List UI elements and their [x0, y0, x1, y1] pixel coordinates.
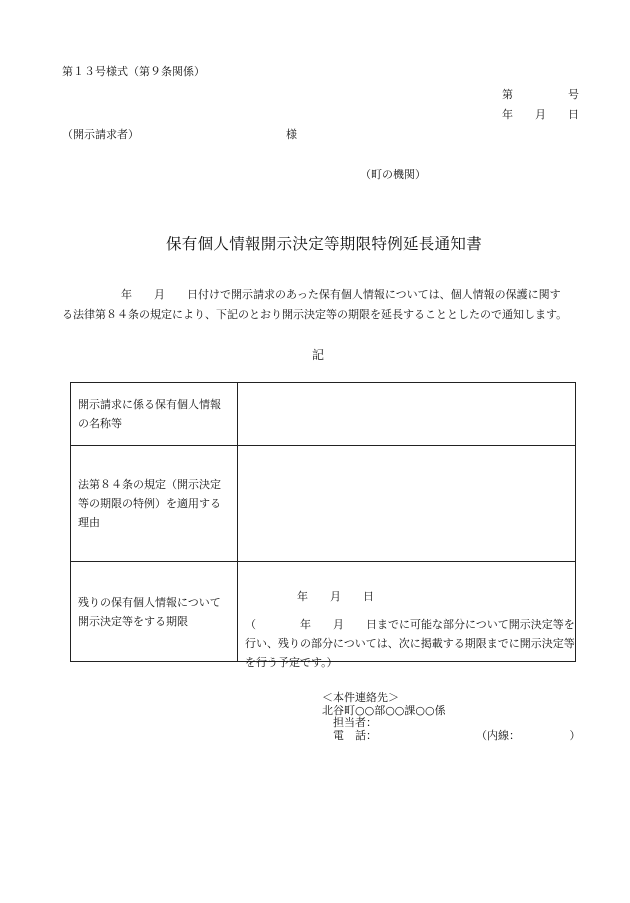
document-date: 年 月 日: [502, 108, 579, 121]
row-label-deadline: 残りの保有個人情報について開示決定等をする期限: [71, 562, 238, 662]
contact-block: [322, 692, 581, 742]
body-line-1: 年 月 日付けで開示請求のあった保有個人情報については、個人情報の保護に関す: [121, 288, 561, 301]
recipient-label: （開示請求者）: [62, 128, 139, 141]
table-row: [71, 446, 576, 562]
document-number: 第 号: [502, 88, 579, 101]
row-value-info-name: [238, 383, 576, 446]
contact-department: 北谷町○○部○○課○○係: [322, 703, 446, 717]
document-title: 保有個人情報開示決定等期限特例延長通知書: [166, 235, 483, 253]
table-row: [71, 383, 576, 446]
ki-marker: 記: [312, 348, 325, 362]
deadline-text: （ 年 月 日までに可能な部分について開示決定等を行い、残りの部分については、次に掲載する期限までに開示決定等を行う予定です。）: [245, 617, 575, 669]
table-row: [71, 562, 576, 662]
sender-label: （町の機関）: [360, 168, 426, 181]
honorific: 様: [286, 128, 297, 141]
row-label-info-name: 開示請求に係る保有個人情報の名称等: [71, 383, 238, 446]
form-number: 第１３号様式（第９条関係）: [62, 65, 205, 78]
contact-phone: 電 話： （内線： ）: [333, 728, 581, 742]
row-label-reason: 法第８４条の規定（開示決定等の期限の特例）を適用する理由: [71, 446, 238, 562]
row-value-deadline: [238, 562, 576, 669]
contact-person: 担当者：: [333, 716, 377, 729]
body-line-2: る法律第８４条の規定により、下記のとおり開示決定等の期限を延長することとしたので通知します。: [62, 308, 568, 321]
contact-heading: ＜本件連絡先＞: [322, 691, 399, 704]
notice-table: [70, 382, 576, 669]
deadline-date: 年 月 日: [297, 589, 374, 603]
row-value-reason: [238, 446, 576, 562]
